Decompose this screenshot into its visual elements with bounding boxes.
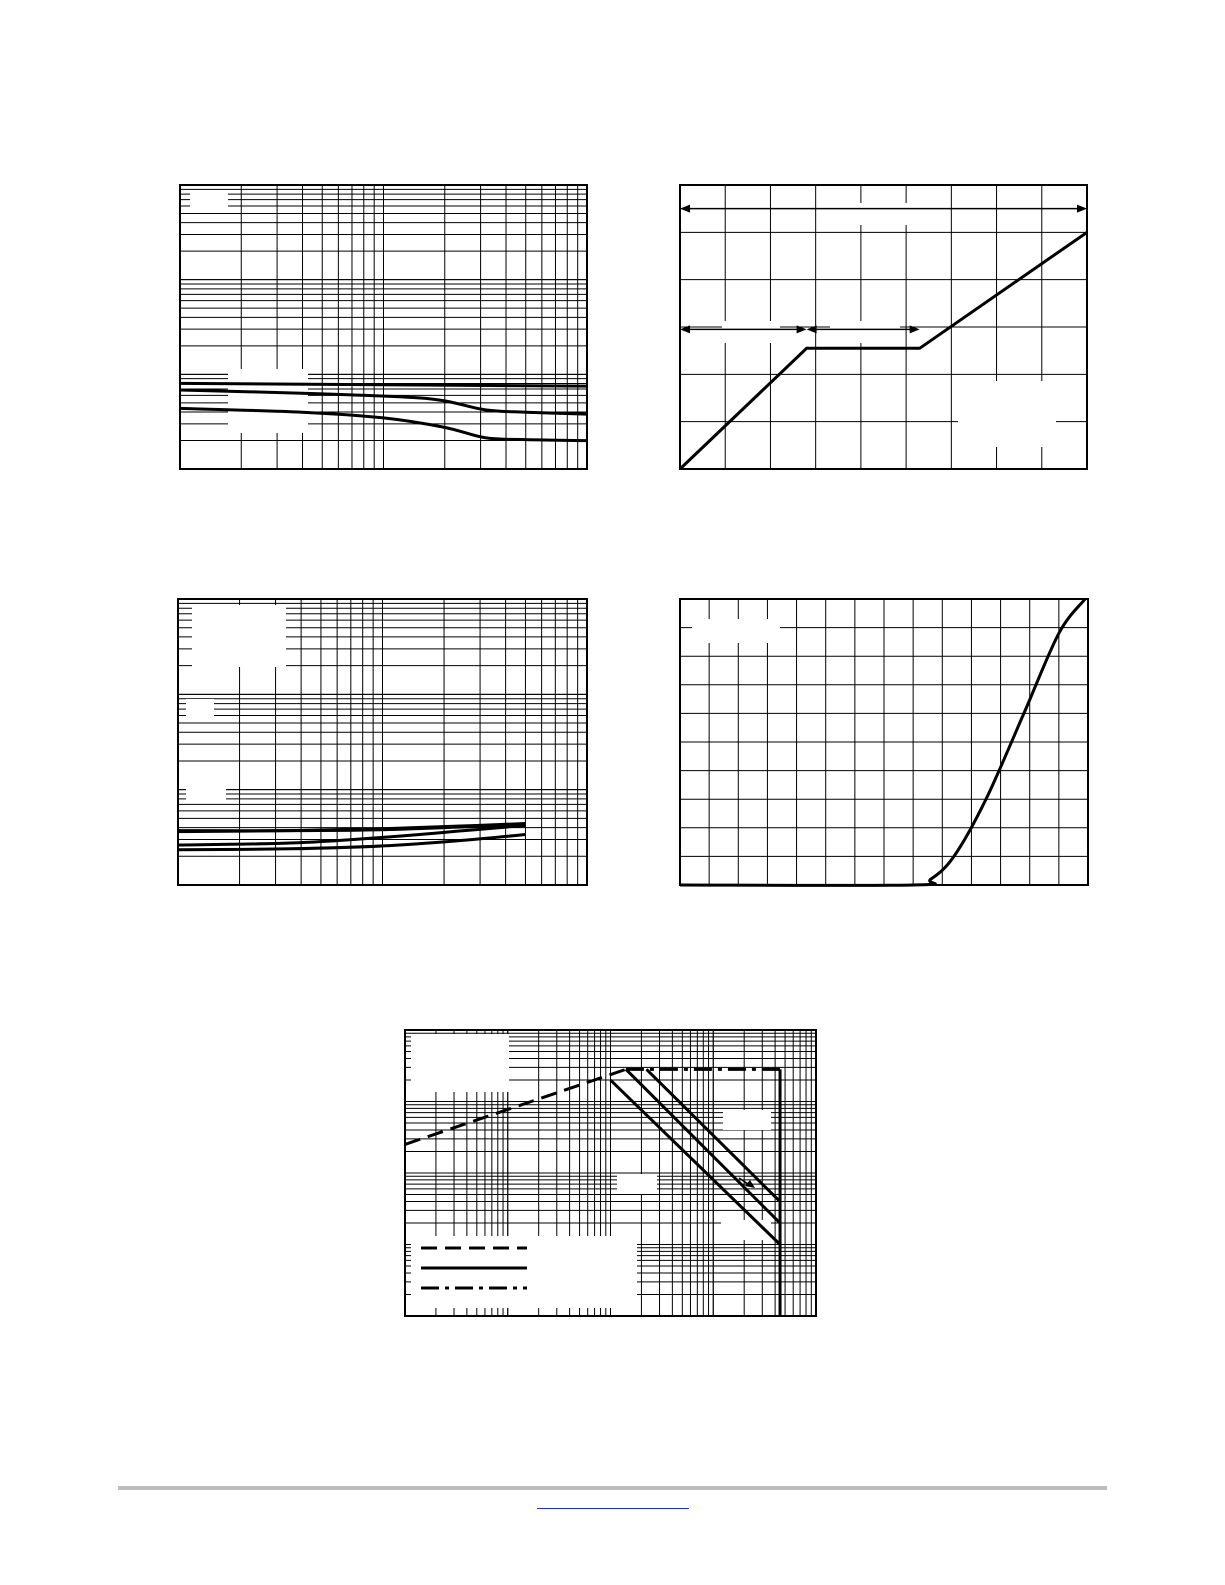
- chart-3-label-mask-c: [186, 781, 226, 801]
- chart-3: [178, 599, 587, 885]
- chart-3-label-mask-a: [192, 605, 286, 667]
- chart-3-masks: [186, 605, 286, 801]
- chart-5-label-mask-a: [411, 1034, 509, 1092]
- chart-1-label-mask-c: [228, 369, 308, 433]
- chart-2: [680, 185, 1087, 469]
- chart-1-label-mask-b: [190, 255, 228, 277]
- footer-divider: [118, 1486, 1107, 1490]
- chart-1-masks: [190, 191, 308, 433]
- chart-5: [405, 1030, 816, 1316]
- chart-3-series-4: [178, 834, 526, 849]
- chart-2-arrowhead-right: [1077, 205, 1087, 213]
- chart-2-arrowhead-left: [680, 205, 690, 213]
- chart-5-label-mask-c: [617, 1174, 657, 1194]
- chart-3-label-mask-b: [186, 699, 214, 719]
- chart-4-label-mask-a: [692, 619, 780, 643]
- chart-2-label-mask-b: [722, 321, 780, 343]
- chart-5-label-mask-b: [723, 1110, 771, 1130]
- chart-1: [180, 185, 587, 469]
- chart-4: [680, 599, 1088, 885]
- footer-link[interactable]: [537, 1508, 689, 1509]
- chart-1-label-mask-a: [190, 191, 228, 213]
- chart-4-masks: [692, 619, 780, 643]
- chart-2-label-mask-c: [830, 321, 900, 343]
- chart-2-masks: [722, 203, 1056, 447]
- chart-2-label-mask-d: [958, 381, 1056, 447]
- chart-2-label-mask-a: [848, 203, 916, 225]
